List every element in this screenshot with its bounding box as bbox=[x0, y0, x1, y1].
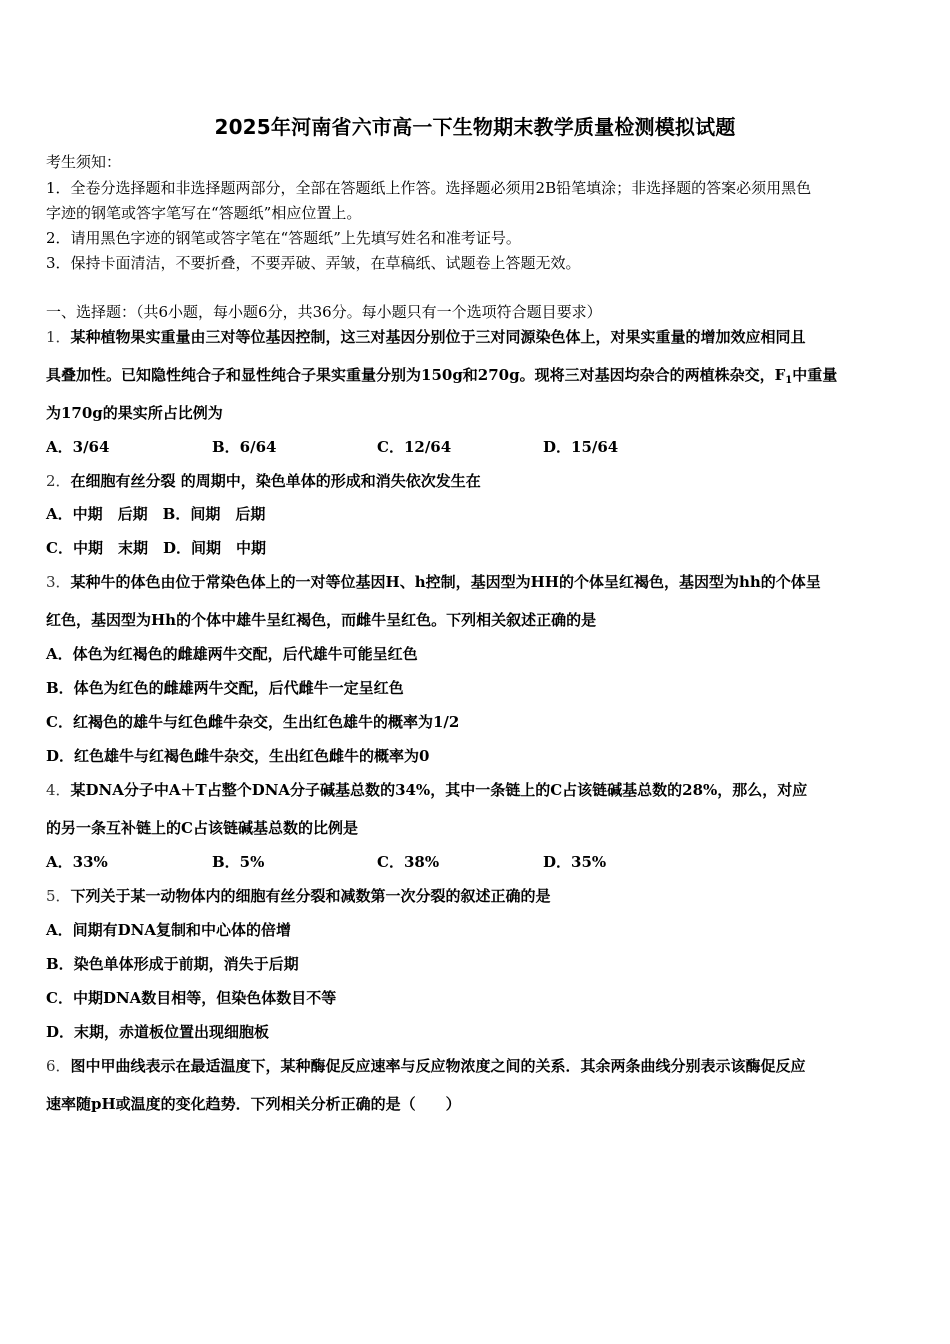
q6-line1: 6．图中甲曲线表示在最适温度下，某种酶促反应速率与反应物浓度之间的关系．其余两条曲线分别表示该酶促反应 bbox=[46, 1057, 806, 1075]
q1-line2: 具叠加性。已知隐性纯合子和显性纯合子果实重量分别为150g和270g。现将三对基因均杂合的两植株杂交，$F_1$中重量 bbox=[46, 366, 838, 386]
q4-option-b: B．5% bbox=[212, 853, 265, 871]
q5-number: 5． bbox=[46, 887, 71, 905]
q6-number: 6． bbox=[46, 1057, 71, 1075]
q1-option-d: D．15/64 bbox=[543, 438, 619, 456]
q2-options-row2: C．中期 末期 D．间期 中期 bbox=[46, 539, 266, 557]
page-title: 2025年河南省六市高一下生物期末教学质量检测模拟试题 bbox=[214, 115, 736, 139]
q1-option-a: A．3/64 bbox=[46, 438, 110, 456]
q1-option-c: C．12/64 bbox=[377, 438, 452, 456]
q5-option-a: A．间期有DNA复制和中心体的倍增 bbox=[46, 921, 291, 939]
q4-option-a: A．33% bbox=[46, 853, 108, 871]
notice-heading: 考生须知： bbox=[46, 153, 122, 171]
q4-option-d: D．35% bbox=[543, 853, 607, 871]
q4-line2: 的另一条互补链上的C占该链碱基总数的比例是 bbox=[46, 819, 358, 837]
q6-line2: 速率随pH或温度的变化趋势．下列相关分析正确的是（ ） bbox=[46, 1095, 461, 1113]
q5-option-d: D．末期，赤道板位置出现细胞板 bbox=[46, 1023, 270, 1041]
q3-line2: 红色，基因型为Hh的个体中雄牛呈红褐色，而雌牛呈红色。下列相关叙述正确的是 bbox=[46, 611, 597, 629]
q5-option-b: B．染色单体形成于前期，消失于后期 bbox=[46, 955, 299, 973]
q3-option-d: D．红色雄牛与红褐色雌牛杂交，生出红色雌牛的概率为0 bbox=[46, 747, 430, 765]
q3-line1: 3．某种牛的体色由位于常染色体上的一对等位基因H、h控制，基因型为HH的个体呈红褐色，基因型为hh的个体呈 bbox=[46, 573, 821, 591]
notice-item-1-cont: 字迹的钢笔或答字笔写在“答题纸”相应位置上。 bbox=[46, 204, 362, 222]
q2-number: 2． bbox=[46, 472, 71, 490]
q1-line1: 1．某种植物果实重量由三对等位基因控制，这三对基因分别位于三对同源染色体上，对果实重量的增加效应相同且 bbox=[46, 328, 806, 346]
q1-number: 1． bbox=[46, 328, 71, 346]
q3-option-a: A．体色为红褐色的雌雄两牛交配，后代雄牛可能呈红色 bbox=[46, 645, 418, 663]
q1-line3: 为170g的果实所占比例为 bbox=[46, 404, 223, 422]
q3-option-c: C．红褐色的雄牛与红色雌牛杂交，生出红色雄牛的概率为1/2 bbox=[46, 713, 460, 731]
q1-option-b: B．6/64 bbox=[212, 438, 277, 456]
notice-item-1: 1．全卷分选择题和非选择题两部分，全部在答题纸上作答。选择题必须用2B铅笔填涂；非选择题的答案必须用黑色 bbox=[46, 179, 812, 197]
notice-item-2: 2．请用黑色字迹的钢笔或答字笔在“答题纸”上先填写姓名和准考证号。 bbox=[46, 229, 521, 247]
section-heading: 一、选择题：（共6小题，每小题6分，共36分。每小题只有一个选项符合题目要求） bbox=[46, 303, 602, 321]
q5-stem: 5．下列关于某一动物体内的细胞有丝分裂和减数第一次分裂的叙述正确的是 bbox=[46, 887, 551, 905]
q3-number: 3． bbox=[46, 573, 71, 591]
q3-option-b: B．体色为红色的雌雄两牛交配，后代雌牛一定呈红色 bbox=[46, 679, 404, 697]
notice-item-3: 3．保持卡面清洁，不要折叠，不要弄破、弄皱，在草稿纸、试题卷上答题无效。 bbox=[46, 254, 581, 272]
q5-option-c: C．中期DNA数目相等，但染色体数目不等 bbox=[46, 989, 337, 1007]
q4-line1: 4．某DNA分子中A＋T占整个DNA分子碱基总数的34%，其中一条链上的C占该链碱基总数的28%，那么，对应 bbox=[46, 781, 808, 799]
q4-number: 4． bbox=[46, 781, 71, 799]
q2-options-row1: A．中期 后期 B．间期 后期 bbox=[46, 505, 266, 523]
q2-stem: 2．在细胞有丝分裂 的周期中，染色单体的形成和消失依次发生在 bbox=[46, 472, 481, 490]
q4-option-c: C．38% bbox=[377, 853, 440, 871]
